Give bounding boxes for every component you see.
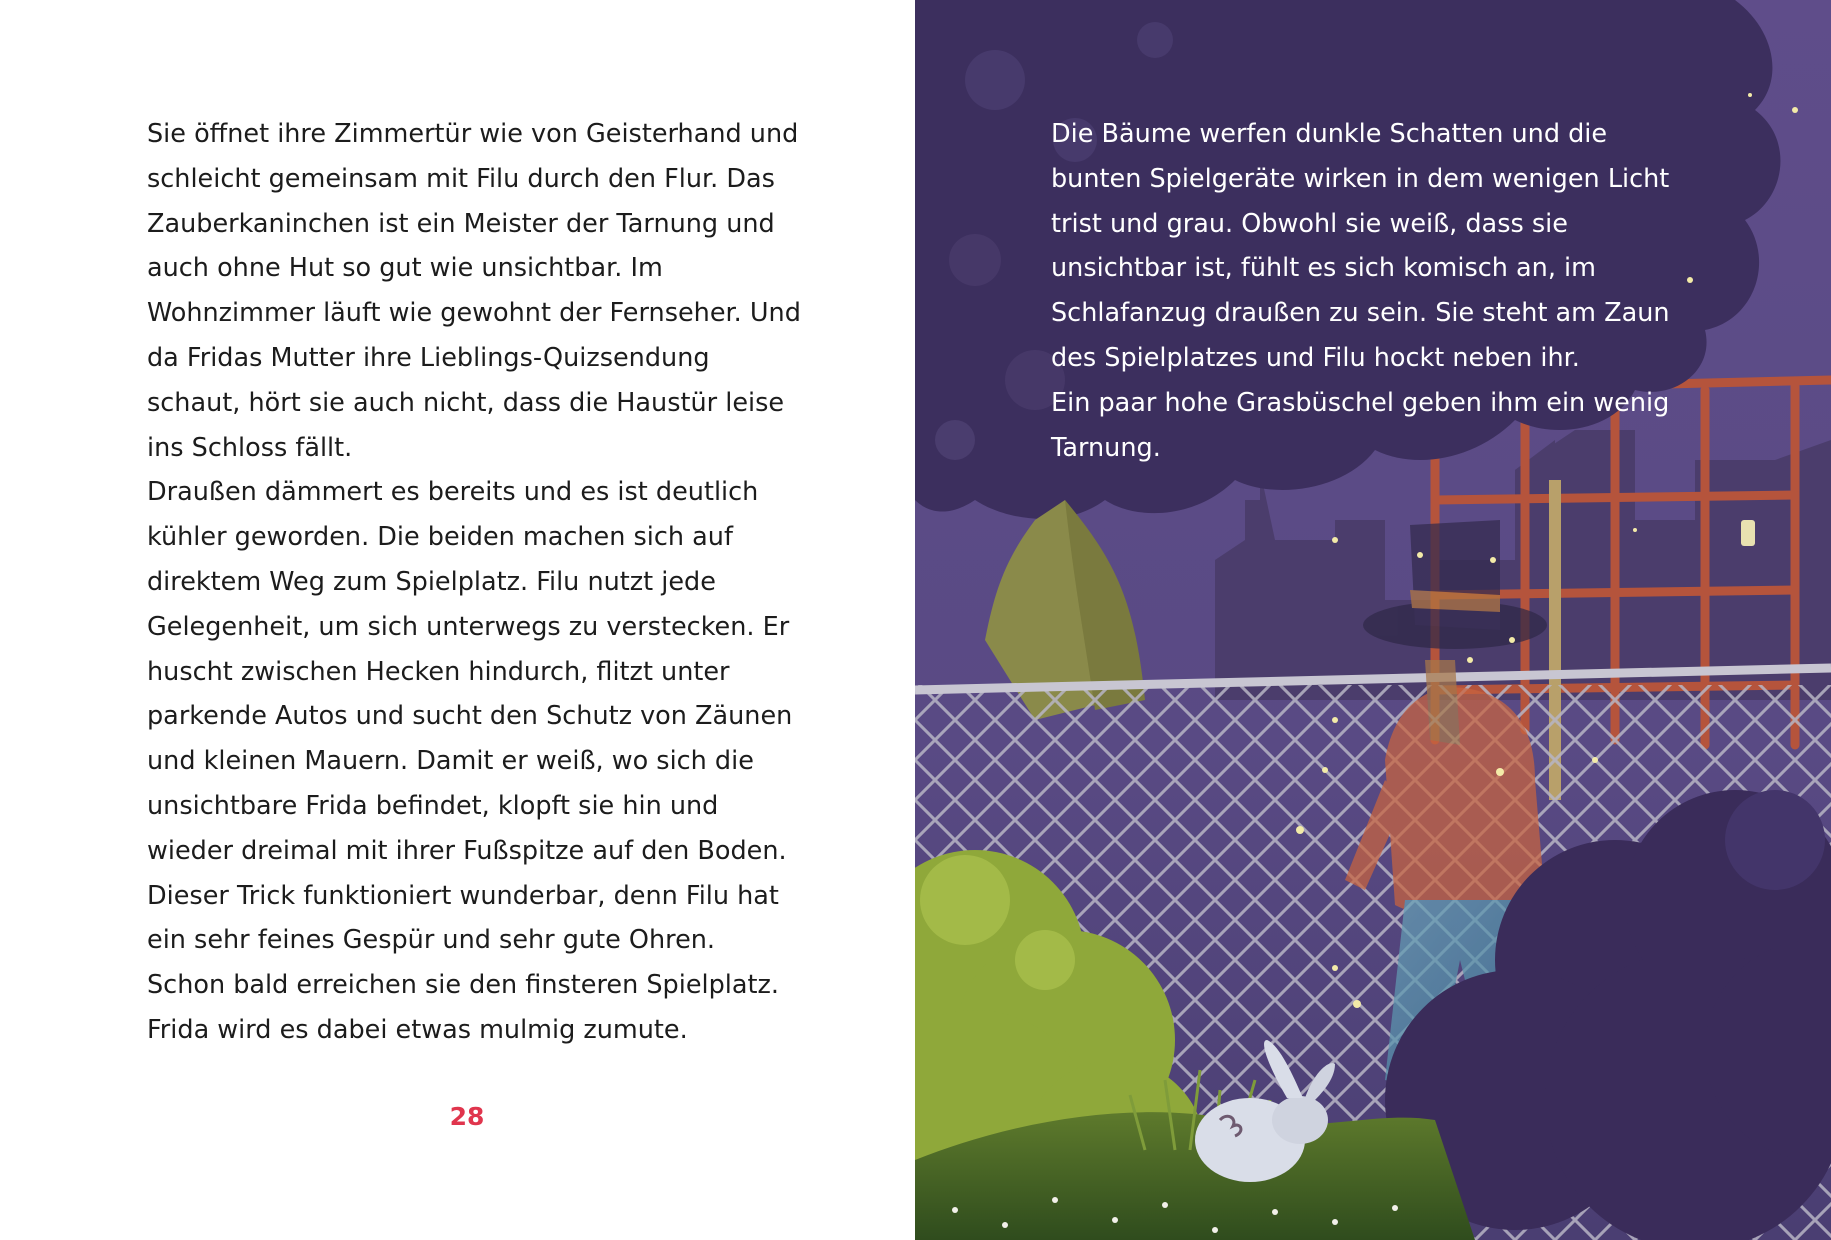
left-paragraph-2: Draußen dämmert es bereits und es ist deutlich kühler geworden. Die beiden machen sich auf direktem Weg zum Spielplatz. Filu nutzt jede Gelegenheit, um sich unterwegs zu verstecken. Er huscht zwischen Hecken hindurch, flitzt unter parkende Autos und sucht den Schutz von Zäunen und kleinen Mauern. Damit er weiß, wo sich die unsichtbare Frida befindet, klopft sie hin und wieder dreimal mit ihrer Fußspitze auf den Boden. Dieser Trick funktioniert wunderbar, denn Filu hat ein sehr feines Gespür und sehr gute Ohren. [147,477,793,956]
left-page [0,0,915,1240]
page-number: 28 [449,1102,485,1131]
right-page [915,0,1831,1240]
hanging-lantern [1741,520,1755,546]
left-page-text [147,112,807,1053]
right-paragraph-2: Ein paar hohe Grasbüschel geben ihm ein wenig Tarnung. [1051,387,1670,463]
right-paragraph-1: Die Bäume werfen dunkle Schatten und die bunten Spielgeräte wirken in dem wenigen Licht trist und grau. Obwohl sie weiß, dass sie unsichtbar ist, fühlt es sich komisch an, im Schlafanzug draußen zu sein. Sie steht am Zaun des Spielplatzes und Filu hockt neben ihr. [1051,119,1670,373]
left-paragraph-1: Sie öffnet ihre Zimmertür wie von Geisterhand und schleicht gemeinsam mit Filu durch den Flur. Das Zauberkaninchen ist ein Meister der Tarnung und auch ohne Hut so gut wie unsichtbar. Im Wohnzimmer läuft wie gewohnt der Fernseher. Und da Fridas Mutter ihre Lieblings-Quizsendung schaut, hört sie auch nicht, dass die Haustür leise ins Schloss fällt. [147,119,801,463]
left-paragraph-3: Schon bald erreichen sie den finsteren Spielplatz. Frida wird es dabei etwas mulmig zumute. [147,970,779,1045]
right-page-text [1051,112,1701,470]
